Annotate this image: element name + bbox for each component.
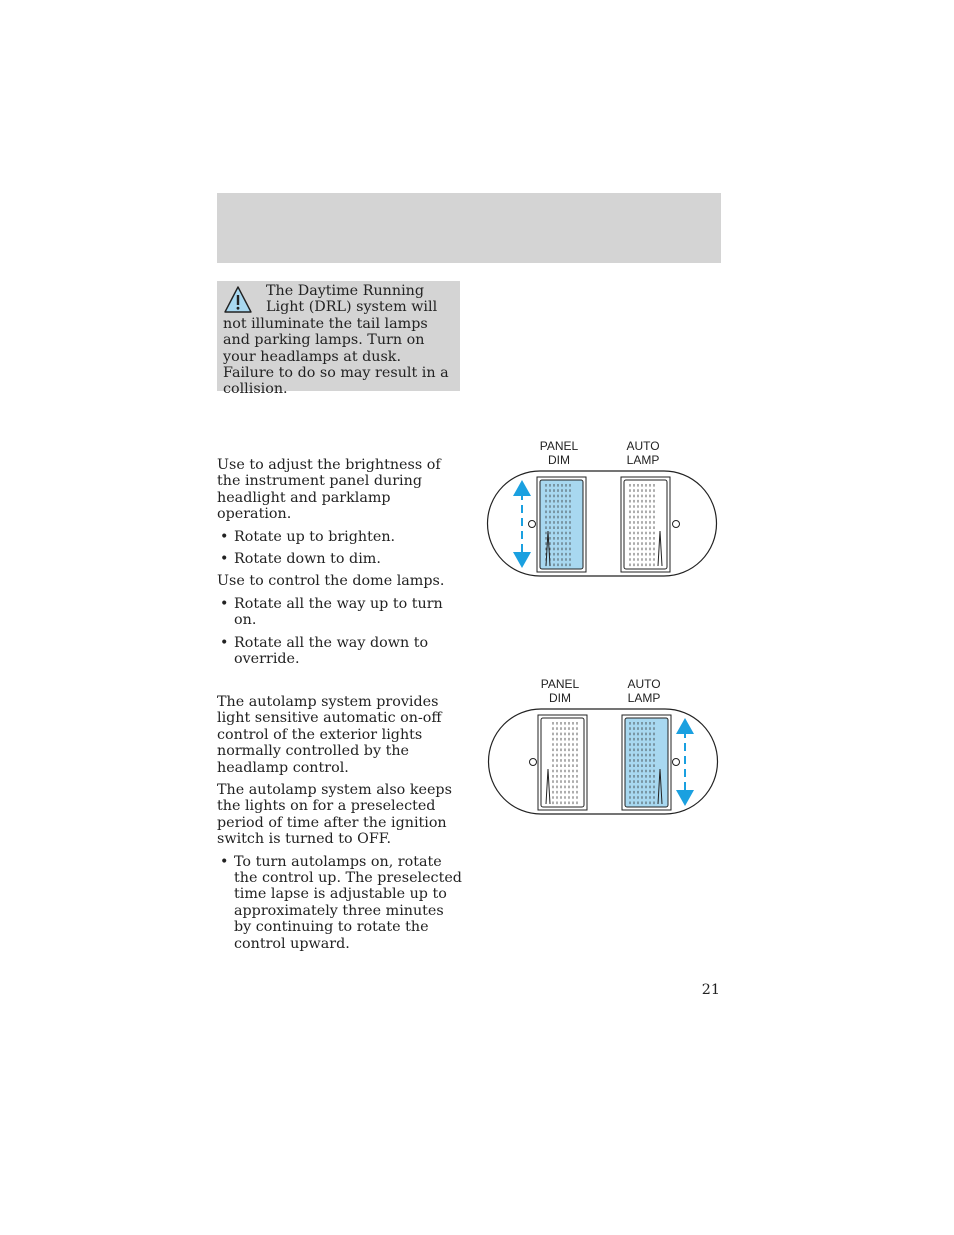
panel-dim-brightness-list bbox=[217, 529, 463, 568]
panel-dim-thumbwheel bbox=[541, 718, 584, 807]
dome-lamp-description: Use to control the dome lamps. bbox=[217, 573, 445, 590]
indicator-dot bbox=[529, 521, 536, 528]
right-label-line1: AUTO bbox=[627, 677, 661, 691]
list-item-text: Rotate all the way down to override. bbox=[234, 634, 429, 668]
autolamp-description: The autolamp system provides light sensitive automatic on-off control of the exterior lights normally controlled by the headlamp control. bbox=[217, 694, 442, 776]
warning-box bbox=[217, 281, 460, 398]
left-label-line1: PANEL bbox=[540, 677, 580, 691]
list-item-text: Rotate all the way up to turn on. bbox=[234, 595, 443, 629]
section-header-band bbox=[217, 193, 721, 263]
autolamp-thumbwheel bbox=[624, 480, 667, 569]
bullet-icon: • bbox=[220, 551, 229, 568]
panel-dim-diagram bbox=[486, 436, 720, 586]
list-item bbox=[217, 596, 463, 629]
dome-lamp-list bbox=[217, 596, 463, 668]
autolamp-section bbox=[217, 694, 463, 958]
autolamp-delay-description: The autolamp system also keeps the lights on for a preselected period of time after the ignition switch is turned to OFF. bbox=[217, 782, 452, 848]
right-label-line2: LAMP bbox=[627, 691, 661, 705]
list-item bbox=[217, 529, 463, 545]
indicator-dot bbox=[673, 521, 680, 528]
left-label-line2: DIM bbox=[549, 691, 571, 705]
control-illustration bbox=[486, 674, 720, 824]
page-number: 21 bbox=[701, 982, 720, 998]
right-label-line1: AUTO bbox=[626, 439, 660, 453]
warning-text: The Daytime Running Light (DRL) system will not illuminate the tail lamps and parking lamps. Turn on your headlamps at dusk. Failure to do so may result in a collision. bbox=[223, 283, 449, 398]
panel-dim-section bbox=[217, 457, 463, 673]
bullet-icon: • bbox=[220, 528, 229, 545]
list-item bbox=[217, 854, 463, 952]
bullet-icon: • bbox=[220, 634, 229, 651]
left-label-line1: PANEL bbox=[539, 439, 579, 453]
list-item-text: To turn autolamps on, rotate the control up. The preselected time lapse is adjustable up to approximately three minutes by continuing to rotate the control upward. bbox=[234, 853, 462, 952]
autolamp-list bbox=[217, 854, 463, 952]
control-illustration bbox=[486, 436, 720, 586]
autolamp-diagram bbox=[486, 674, 720, 824]
list-item bbox=[217, 635, 463, 668]
list-item-text: Rotate up to brighten. bbox=[234, 528, 396, 545]
indicator-dot bbox=[530, 759, 537, 766]
indicator-dot bbox=[673, 759, 680, 766]
list-item bbox=[217, 551, 463, 567]
bullet-icon: • bbox=[220, 595, 229, 612]
left-label-line2: DIM bbox=[548, 453, 570, 467]
panel-dim-description: Use to adjust the brightness of the instrument panel during headlight and parklamp operation. bbox=[217, 457, 441, 523]
list-item-text: Rotate down to dim. bbox=[234, 551, 381, 568]
right-label-line2: LAMP bbox=[626, 453, 660, 467]
bullet-icon: • bbox=[220, 853, 229, 870]
